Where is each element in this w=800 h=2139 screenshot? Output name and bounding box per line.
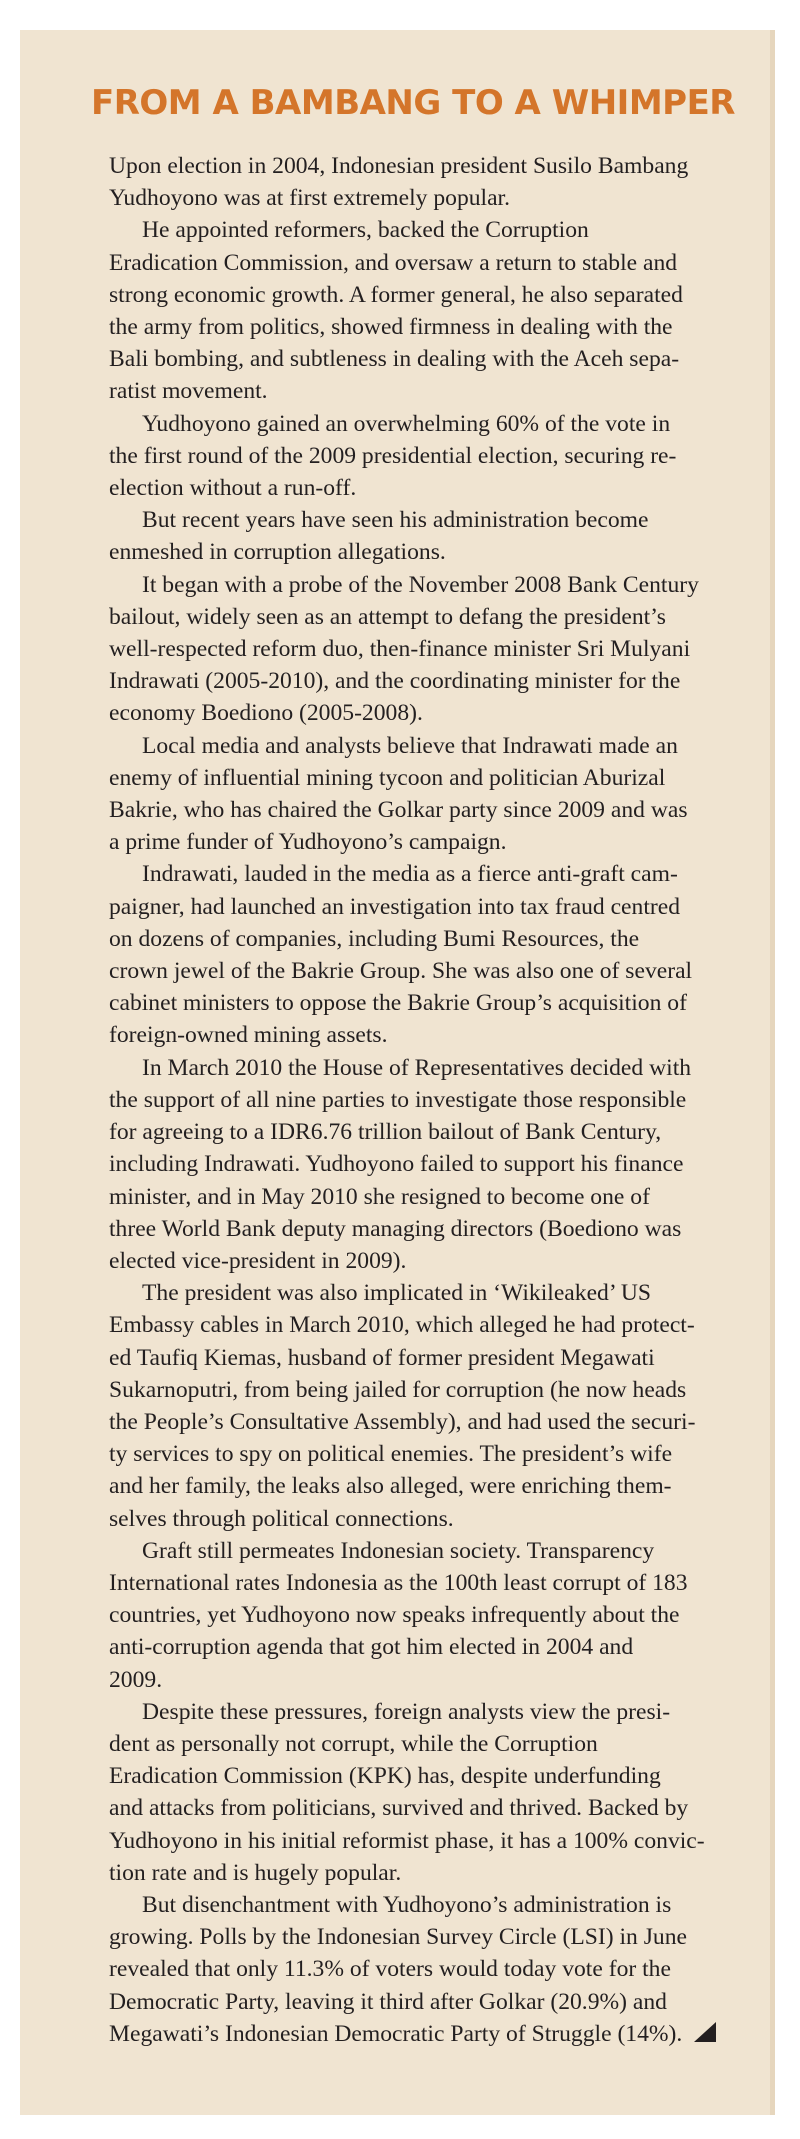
paragraph-4: But recent years have seen his administration become enmeshed in corruption allegations.: [109, 507, 649, 566]
article-body: [109, 150, 759, 2050]
article-frame: [20, 30, 775, 2115]
paragraph-9: The president was also implicated in ‘Wikileaked’ US Embassy cables in March 2010, which alleged he had protect- ed Taufiq Kiemas, husband of former president Megawati Sukarnoputri, from being jailed for corruption (he now heads the People’s Consultative Assembly), and had used the securi- ty services to spy on political enemies. The president’s wife and her family, the leaks also alleged, were enriching them- selves through political connections.: [109, 1280, 696, 1532]
paragraph-11: Despite these pressures, foreign analysts view the presi- dent as personally not corrupt, while the Corruption Eradication Commission (KPK) has, despite underfunding and attacks from politicians, survived and thrived. Backed by Yudhoyono in his initial reformist phase, it has a 100% convic- tion rate and is hugely popular.: [109, 1698, 705, 1886]
paragraph-10: Graft still permeates Indonesian society. Transparency International rates Indonesia as the 100th least corrupt of 183 countries, yet Yudhoyono now speaks infrequently about the anti-corruption agenda that got him elected in 2004 and 2009.: [109, 1537, 688, 1693]
paragraph-12-text: But disenchantment with Yudhoyono’s administration is growing. Polls by the Indonesian Survey Circle (LSI) in June revealed that only 11.3% of voters would today vote for the Democratic Party, leaving it third after Golkar (20.9%) and Megawati’s Indonesian Democratic Party of Struggle (14%).: [109, 1891, 687, 2047]
paragraph-8: In March 2010 the House of Representatives decided with the support of all nine parties to investigate those responsible for agreeing to a IDR6.76 trillion bailout of Bank Century, including Indrawati. Yudhoyono failed to support his finance minister, and in May 2010 she resigned to become one of three World Bank deputy managing directors (Boediono was elected vice-president in 2009).: [109, 1054, 692, 1274]
paragraph-3: Yudhoyono gained an overwhelming 60% of the vote in the first round of the 2009 presidential election, securing re- election without a run-off.: [109, 410, 677, 502]
paragraph-7: Indrawati, lauded in the media as a fierce anti-graft cam- paigner, had launched an investigation into tax fraud centred on dozens of companies, including Bumi Resources, the crown jewel of the Bakrie Group. She was also one of several cabinet ministers to oppose the Bakrie Group’s acquisition of foreign-owned mining assets.: [109, 861, 693, 1049]
paragraph-1: Upon election in 2004, Indonesian president Susilo Bambang Yudhoyono was at first extremely popular.: [109, 153, 689, 212]
end-of-article-triangle-icon: [694, 2022, 716, 2042]
paragraph-12: [109, 1889, 759, 2050]
paragraph-5: It began with a probe of the November 2008 Bank Century bailout, widely seen as an attempt to defang the president’s well-respected reform duo, then-finance minister Sri Mulyani Indrawati (2005-2010), and the coordinating minister for the economy Boediono (2005-2008).: [109, 571, 699, 727]
paragraph-6: Local media and analysts believe that Indrawati made an enemy of influential mining tycoon and politician Aburizal Bakrie, who has chaired the Golkar party since 2009 and was a prime funder of Yudhoyono’s campaign.: [109, 732, 688, 856]
paragraph-2: He appointed reformers, backed the Corruption Eradication Commission, and oversaw a return to stable and strong economic growth. A former general, he also separated the army from politics, showed firmness in dealing with the Bali bombing, and subtleness in dealing with the Aceh sepa- ratist movement.: [109, 217, 683, 405]
headline: FROM A BAMBANG TO A WHIMPER: [91, 83, 735, 123]
